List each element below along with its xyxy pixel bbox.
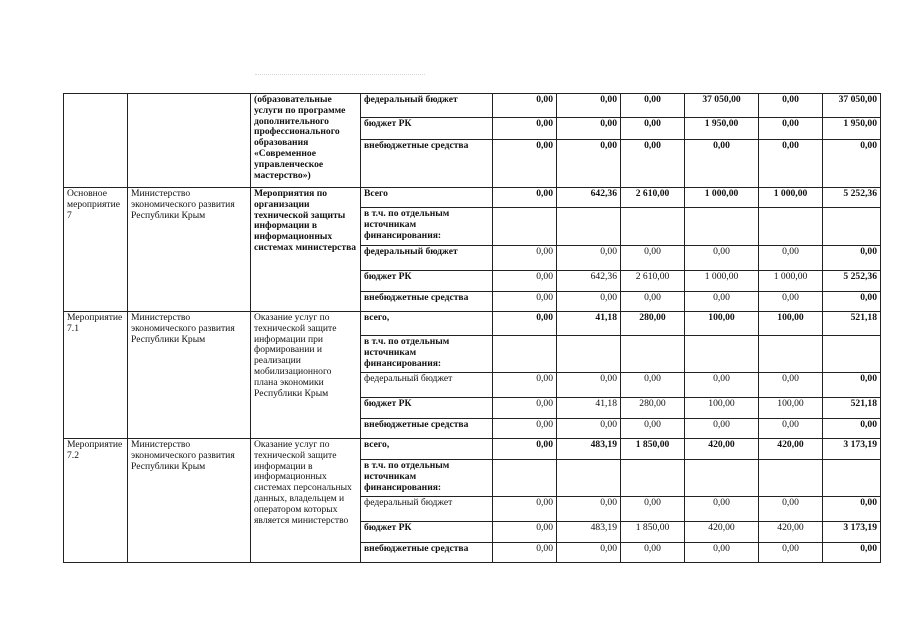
amount-cell: 37 050,00: [823, 94, 881, 118]
table-row: [64, 439, 881, 460]
amount-cell: 0,00: [557, 246, 621, 271]
amount-cell: 0,00: [557, 118, 621, 140]
amount-cell: 0,00: [493, 419, 557, 439]
amount-cell: 0,00: [493, 140, 557, 188]
amount-cell: [493, 460, 557, 497]
amount-cell: 521,18: [823, 398, 881, 419]
amount-cell: 100,00: [685, 398, 759, 419]
amount-cell: 0,00: [621, 118, 685, 140]
amount-cell: [493, 208, 557, 246]
amount-cell: 0,00: [621, 419, 685, 439]
amount-cell: 420,00: [759, 522, 823, 543]
amount-cell: 0,00: [759, 118, 823, 140]
amount-cell: 100,00: [685, 312, 759, 336]
amount-cell: 0,00: [493, 497, 557, 522]
row-name-cell: Оказание услуг по технической защите информации в информационных системах персональных данных, владельцем и оператором которых является министерство: [251, 439, 361, 563]
amount-cell: 0,00: [557, 373, 621, 398]
funding-source-label: бюджет РК: [361, 522, 493, 543]
amount-cell: 1 000,00: [759, 271, 823, 292]
row-code-cell: Основное мероприятие 7: [64, 188, 128, 312]
table-row: [64, 188, 881, 208]
amount-cell: 0,00: [823, 419, 881, 439]
amount-cell: 0,00: [685, 292, 759, 312]
amount-cell: 0,00: [493, 292, 557, 312]
funding-source-label: всего,: [361, 439, 493, 460]
amount-cell: 0,00: [493, 398, 557, 419]
funding-source-label: внебюджетные средства: [361, 140, 493, 188]
table-body: [64, 94, 881, 563]
amount-cell: [685, 460, 759, 497]
amount-cell: 100,00: [759, 398, 823, 419]
amount-cell: 3 173,19: [823, 522, 881, 543]
amount-cell: 0,00: [621, 140, 685, 188]
amount-cell: 420,00: [759, 439, 823, 460]
amount-cell: [557, 336, 621, 373]
amount-cell: 0,00: [493, 312, 557, 336]
amount-cell: 1 000,00: [685, 188, 759, 208]
amount-cell: [621, 460, 685, 497]
row-code-cell: Мероприятие 7.1: [64, 312, 128, 439]
table-row: [64, 94, 881, 118]
amount-cell: 1 950,00: [823, 118, 881, 140]
amount-cell: 100,00: [759, 312, 823, 336]
amount-cell: 0,00: [685, 497, 759, 522]
row-name-cell: Оказание услуг по технической защите информации при формировании и реализации мобилизационного плана экономики Республики Крым: [251, 312, 361, 439]
amount-cell: 1 850,00: [621, 522, 685, 543]
amount-cell: [557, 460, 621, 497]
amount-cell: 0,00: [823, 140, 881, 188]
amount-cell: 1 000,00: [685, 271, 759, 292]
funding-source-label: бюджет РК: [361, 398, 493, 419]
amount-cell: [759, 336, 823, 373]
amount-cell: 0,00: [493, 543, 557, 563]
amount-cell: 0,00: [759, 543, 823, 563]
amount-cell: 0,00: [621, 373, 685, 398]
row-executor-cell: Министерство экономического развития Республики Крым: [128, 312, 251, 439]
amount-cell: 483,19: [557, 522, 621, 543]
amount-cell: 0,00: [759, 292, 823, 312]
amount-cell: 0,00: [685, 140, 759, 188]
amount-cell: 0,00: [557, 140, 621, 188]
amount-cell: [685, 336, 759, 373]
amount-cell: 5 252,36: [823, 188, 881, 208]
amount-cell: 280,00: [621, 312, 685, 336]
funding-source-label: федеральный бюджет: [361, 246, 493, 271]
amount-cell: 0,00: [493, 94, 557, 118]
amount-cell: 0,00: [557, 292, 621, 312]
amount-cell: 280,00: [621, 398, 685, 419]
funding-source-label: в т.ч. по отдельным источникам финансирования:: [361, 208, 493, 246]
table-row: [64, 312, 881, 336]
amount-cell: 0,00: [557, 543, 621, 563]
amount-cell: 521,18: [823, 312, 881, 336]
amount-cell: [557, 208, 621, 246]
amount-cell: 0,00: [759, 94, 823, 118]
amount-cell: 642,36: [557, 188, 621, 208]
funding-source-label: бюджет РК: [361, 271, 493, 292]
amount-cell: 0,00: [759, 497, 823, 522]
amount-cell: 5 252,36: [823, 271, 881, 292]
amount-cell: 0,00: [621, 292, 685, 312]
amount-cell: 0,00: [759, 140, 823, 188]
amount-cell: 0,00: [621, 543, 685, 563]
row-executor-cell: Министерство экономического развития Республики Крым: [128, 188, 251, 312]
amount-cell: [823, 336, 881, 373]
amount-cell: 0,00: [557, 419, 621, 439]
amount-cell: [493, 336, 557, 373]
amount-cell: 0,00: [685, 373, 759, 398]
row-code-cell: Мероприятие 7.2: [64, 439, 128, 563]
amount-cell: 0,00: [621, 94, 685, 118]
amount-cell: 0,00: [759, 373, 823, 398]
amount-cell: 0,00: [493, 246, 557, 271]
amount-cell: 0,00: [557, 497, 621, 522]
amount-cell: 0,00: [685, 419, 759, 439]
amount-cell: 483,19: [557, 439, 621, 460]
amount-cell: 1 950,00: [685, 118, 759, 140]
amount-cell: 0,00: [493, 118, 557, 140]
amount-cell: 2 610,00: [621, 271, 685, 292]
amount-cell: [621, 208, 685, 246]
amount-cell: 420,00: [685, 522, 759, 543]
funding-source-label: бюджет РК: [361, 118, 493, 140]
amount-cell: 420,00: [685, 439, 759, 460]
row-code-cell: [64, 94, 128, 188]
amount-cell: 642,36: [557, 271, 621, 292]
amount-cell: 0,00: [557, 94, 621, 118]
funding-source-label: в т.ч. по отдельным источникам финансирования:: [361, 336, 493, 373]
amount-cell: 41,18: [557, 312, 621, 336]
amount-cell: 0,00: [759, 246, 823, 271]
amount-cell: [685, 208, 759, 246]
amount-cell: 0,00: [493, 373, 557, 398]
row-executor-cell: [128, 94, 251, 188]
row-name-cell: Мероприятия по организации технической защиты информации в информационных системах министерства: [251, 188, 361, 312]
amount-cell: 37 050,00: [685, 94, 759, 118]
funding-source-label: внебюджетные средства: [361, 543, 493, 563]
funding-source-label: Всего: [361, 188, 493, 208]
funding-source-label: всего,: [361, 312, 493, 336]
row-name-cell: (образовательные услуги по программе дополнительного профессионального образования «Современное управленческое мастерство»): [251, 94, 361, 188]
amount-cell: 0,00: [759, 419, 823, 439]
amount-cell: 0,00: [823, 543, 881, 563]
amount-cell: 0,00: [685, 246, 759, 271]
amount-cell: [621, 336, 685, 373]
amount-cell: 3 173,19: [823, 439, 881, 460]
row-executor-cell: Министерство экономического развития Республики Крым: [128, 439, 251, 563]
amount-cell: 0,00: [493, 439, 557, 460]
amount-cell: 2 610,00: [621, 188, 685, 208]
funding-source-label: федеральный бюджет: [361, 497, 493, 522]
funding-source-label: внебюджетные средства: [361, 419, 493, 439]
amount-cell: 0,00: [823, 497, 881, 522]
amount-cell: [759, 460, 823, 497]
amount-cell: 0,00: [823, 292, 881, 312]
amount-cell: 0,00: [493, 522, 557, 543]
amount-cell: 0,00: [621, 497, 685, 522]
amount-cell: 0,00: [493, 188, 557, 208]
funding-source-label: федеральный бюджет: [361, 373, 493, 398]
amount-cell: 41,18: [557, 398, 621, 419]
amount-cell: 0,00: [493, 271, 557, 292]
amount-cell: 0,00: [823, 246, 881, 271]
amount-cell: 0,00: [621, 246, 685, 271]
amount-cell: [759, 208, 823, 246]
funding-source-label: внебюджетные средства: [361, 292, 493, 312]
amount-cell: [823, 460, 881, 497]
funding-source-label: в т.ч. по отдельным источникам финансирования:: [361, 460, 493, 497]
scan-artifact: [255, 74, 425, 83]
amount-cell: [823, 208, 881, 246]
amount-cell: 0,00: [685, 543, 759, 563]
amount-cell: 0,00: [823, 373, 881, 398]
amount-cell: 1 000,00: [759, 188, 823, 208]
funding-table: [63, 93, 881, 563]
funding-source-label: федеральный бюджет: [361, 94, 493, 118]
amount-cell: 1 850,00: [621, 439, 685, 460]
